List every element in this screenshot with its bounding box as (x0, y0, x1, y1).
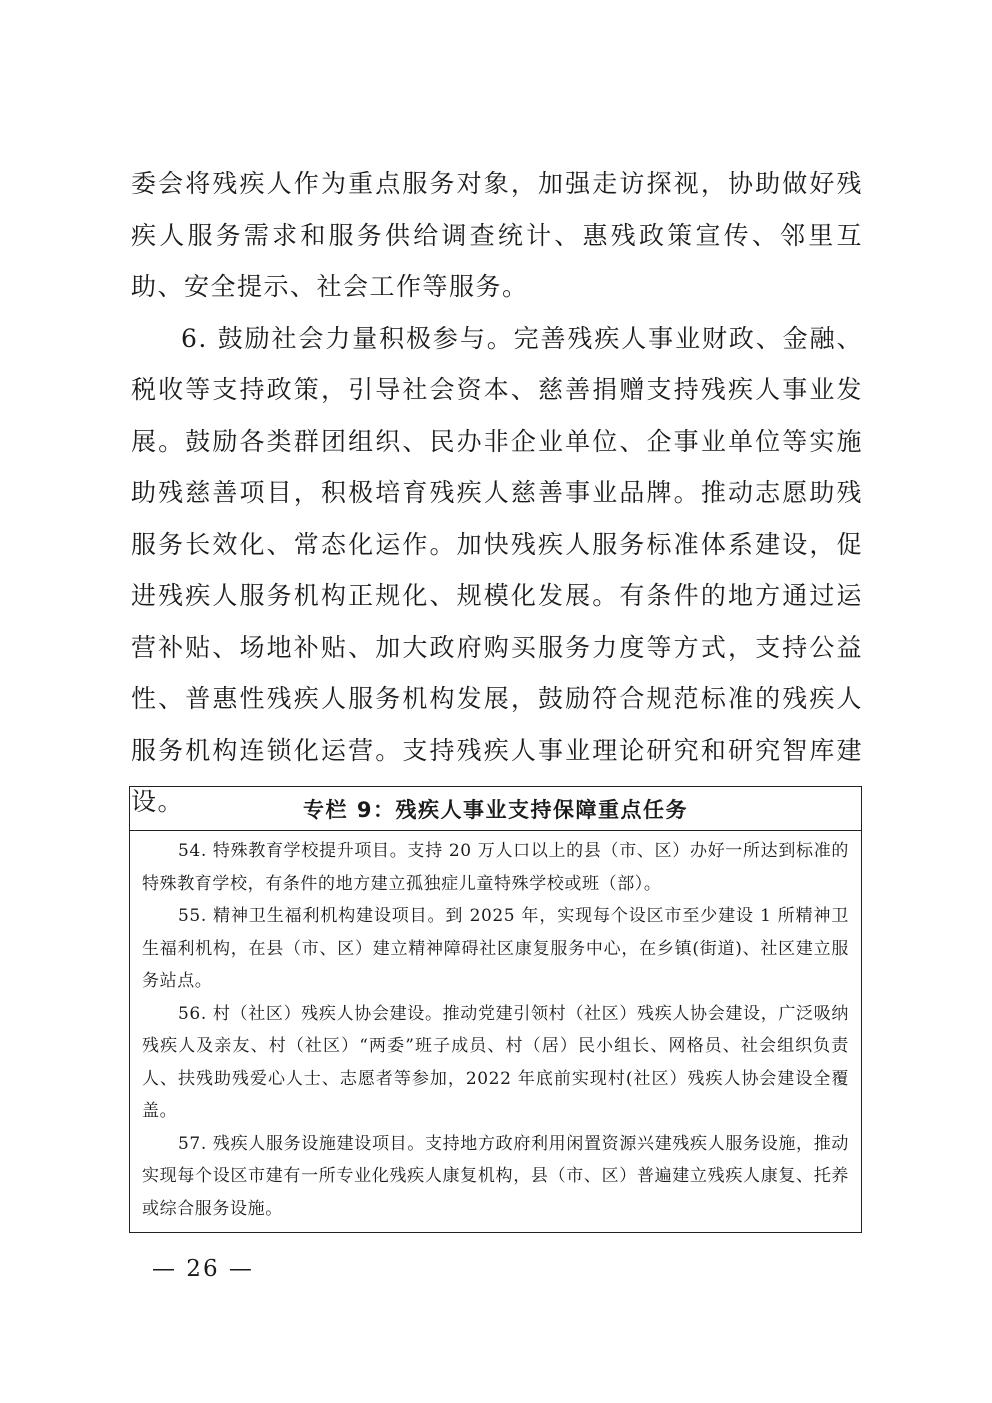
column-item-57: 57. 残疾人服务设施建设项目。支持地方政府利用闲置资源兴建残疾人服务设施，推动实现每个设区市建有一所专业化残疾人康复机构，县（市、区）普遍建立残疾人康复、托养或综合服务设施。 (142, 1133, 849, 1219)
page-number: — 26 — (152, 1256, 254, 1282)
body-text (131, 158, 863, 828)
column-box-body (130, 831, 861, 1225)
column-item-54: 54. 特殊教育学校提升项目。支持 20 万人口以上的县（市、区）办好一所达到标准的特殊教育学校，有条件的地方建立孤独症儿童特殊学校或班（部）。 (142, 841, 849, 894)
column-box-title: 专栏 9：残疾人事业支持保障重点任务 (130, 787, 861, 831)
body-paragraph-1: 委会将残疾人作为重点服务对象，加强走访探视，协助做好残疾人服务需求和服务供给调查统计、惠残政策宣传、邻里互助、安全提示、社会工作等服务。 (131, 169, 863, 301)
body-paragraph-2: 6. 鼓励社会力量积极参与。完善残疾人事业财政、金融、税收等支持政策，引导社会资本、慈善捐赠支持残疾人事业发展。鼓励各类群团组织、民办非企业单位、企事业单位等实施助残慈善项目，积极培育残疾人慈善事业品牌。推动志愿助残服务长效化、常态化运作。加快残疾人服务标准体系建设，促进残疾人服务机构正规化、规模化发展。有条件的地方通过运营补贴、场地补贴、加大政府购买服务力度等方式，支持公益性、普惠性残疾人服务机构发展，鼓励符合规范标准的残疾人服务机构连锁化运营。支持残疾人事业理论研究和研究智库建设。 (131, 323, 863, 816)
column-item-56: 56. 村（社区）残疾人协会建设。推动党建引领村（社区）残疾人协会建设，广泛吸纳残疾人及亲友、村（社区）“两委”班子成员、村（居）民小组长、网格员、社会组织负责人、扶残助残爱心人士、志愿者等参加，2022 年底前实现村(社区）残疾人协会建设全覆盖。 (142, 1003, 849, 1121)
column-item-55: 55. 精神卫生福利机构建设项目。到 2025 年，实现每个设区市至少建设 1 所精神卫生福利机构，在县（市、区）建立精神障碍社区康复服务中心，在乡镇(街道)、社区建立服务站点。 (142, 906, 849, 991)
column-box (129, 786, 862, 1233)
